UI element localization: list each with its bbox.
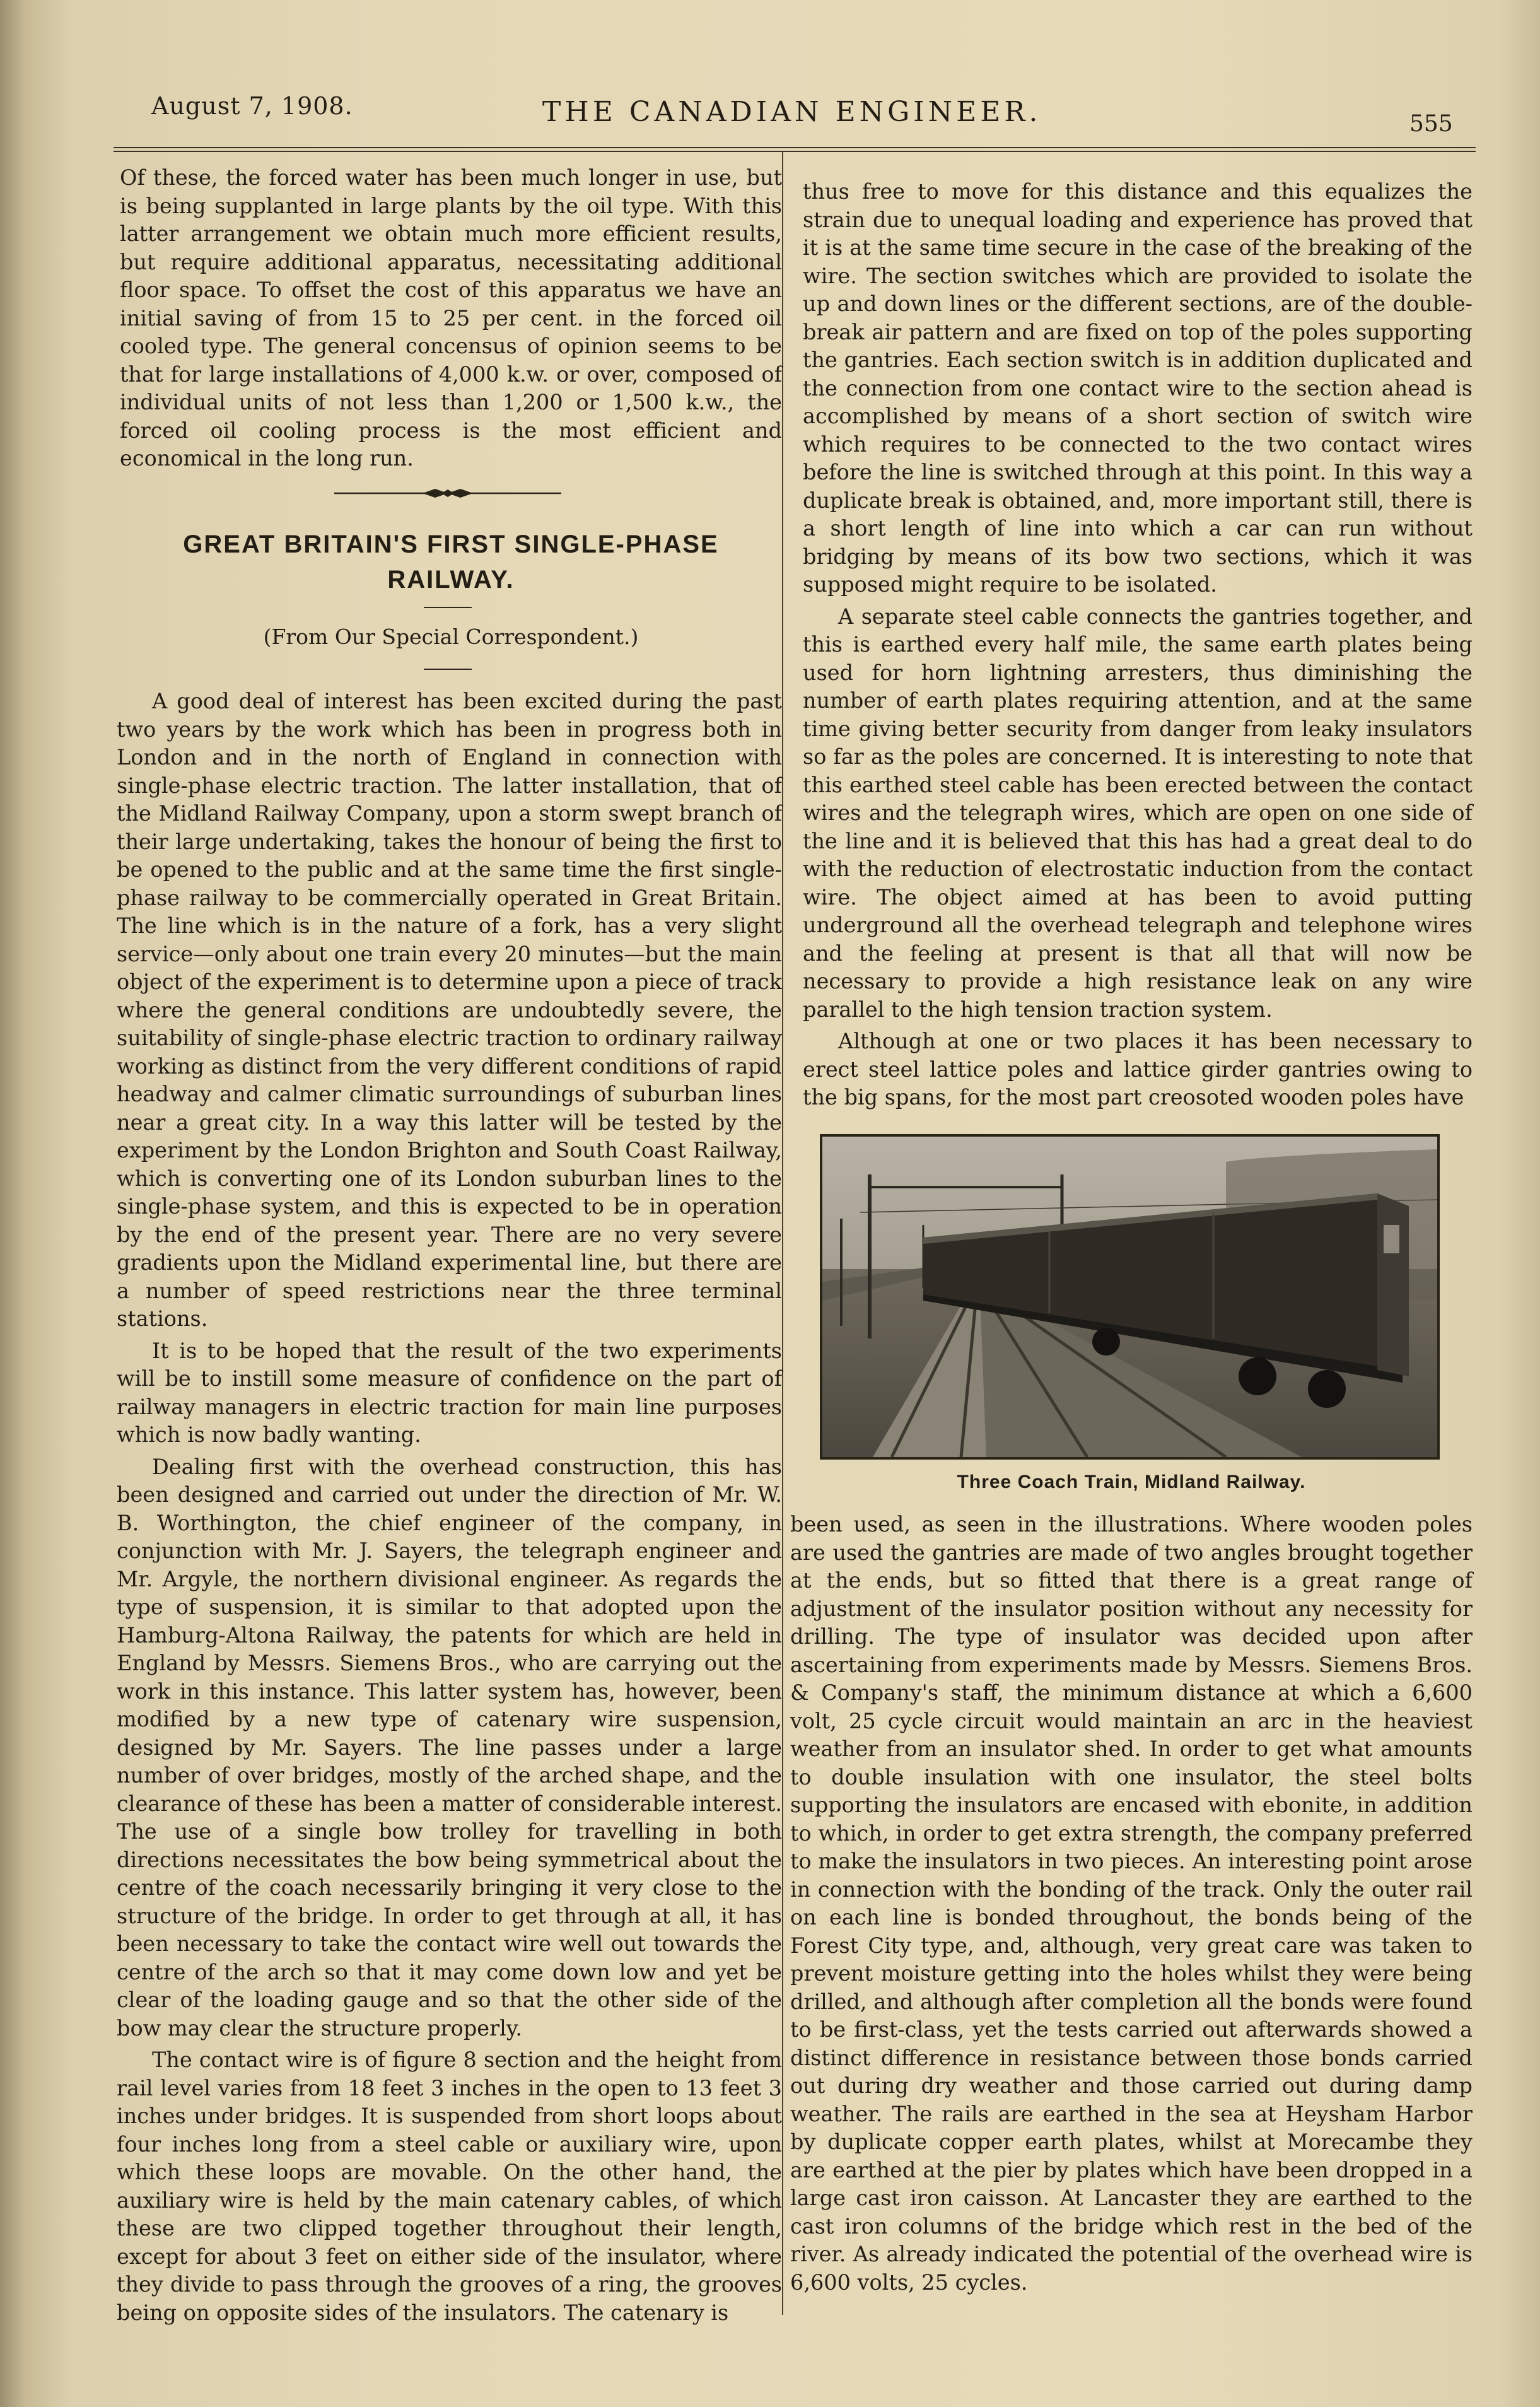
byline-rule (424, 669, 472, 670)
paragraph: thus free to move for this distance and this equalizes the strain due to unequal loading and experience has proved that it is at the same time secure in the case of the breaking of the wire. The section switches which are provided to isolate the up and down lines or the different sections, are of the double-break air pattern and are fixed on top of the poles supporting the gantries. Each section switch is in addition duplicated and the connection from one contact wire to the section ahead is accomplished by means of a short section of switch wire which requires to be connected to the two contact wires before the line is switched through at this point. In this way a duplicate break is obtained, and, more important still, there is a short length of line into which a car can run without bridging by means of its bow two sections, which it was supposed might require to be isolated. (803, 179, 1473, 597)
paragraph: been used, as seen in the illustrations. Where wooden poles are used the gantries are made of two angles brought together at the ends, but so fitted that there is a great range of adjustment of the insulator position without any necessity for drilling. The type of insulator was decided upon after ascertaining from experiments made by Messrs. Siemens Bros. & Company's staff, the minimum distance at which a 6,600 volt, 25 cycle circuit would maintain an arc in the heaviest weather from an insulator shed. In order to get what amounts to double insulation with one insulator, the steel bolts supporting the insulators are encased with ebonite, in addition to which, in order to get extra strength, the company preferred to make the insulators in two pieces. An interesting point arose in connection with the bonding of the track. Only the outer rail on each line is bonded throughout, the bonds being of the Forest City type, and, although, very great care was taken to prevent moisture getting into the holes whilst they were being drilled, and although after completion all the bonds were found to be first-class, yet the tests carried out afterwards showed a distinct difference in resistance between those bonds carried out during dry weather and those carried out during damp weather. The rails are earthed in the sea at Heysham Harbor by duplicate copper earth plates, whilst at Morecambe they are earthed at the pier by plates which have been dropped in a large cast iron caisson. At Lancaster they are earthed to the cast iron columns of the bridge which rest in the bed of the river. As already indicated the potential of the overhead wire is 6,600 volts, 25 cycles. (790, 1512, 1473, 2295)
train-photo-illustration (822, 1137, 1437, 1457)
paragraph: It is to be hoped that the result of the two experiments will be to instill some measure of confidence on the part of railway managers in electric traction for main line purposes which is now badly wanting. (117, 1338, 782, 1447)
page-number: 555 (1409, 111, 1453, 137)
paragraph: Although at one or two places it has been necessary to erect steel lattice poles and lattice girder gantries owing to the big spans, for the most part creosoted wooden poles have (803, 1029, 1473, 1110)
paragraph: Dealing first with the overhead construction, this has been designed and carried out under the direction of Mr. W. B. Worthington, the chief engineer of the company, in conjunction with Mr. J. Sayers, the telegraph engineer and Mr. Argyle, the northern divisional engineer. As regards the type of suspension, it is similar to that adopted upon the Hamburg-Altona Railway, the patents for which are held in England by Messrs. Siemens Bros., who are carrying out the work in this instance. This latter system has, however, been modified by a new type of catenary wire suspension, designed by Mr. Sayers. The line passes under a large number of over bridges, mostly of the arched shape, and the clearance of these has been a matter of considerable interest. The use of a single bow trolley for travelling in both directions necessitates the bow being symmetrical about the centre of the coach necessarily bringing it very close to the structure of the bridge. In order to get through at all, it has been necessary to take the contact wire well out towards the centre of the arch so that it may come down low and yet be clear of the loading gauge and so that the other side of the bow may clear the structure properly. (117, 1454, 782, 2041)
page-header (151, 88, 1476, 139)
ornament-divider (334, 487, 561, 500)
header-rule (114, 147, 1476, 152)
paragraph: The contact wire is of figure 8 section and the height from rail level varies from 18 feet 3 inches in the open to 13 feet 3 inches under bridges. It is suspended from short loops about four inches long from a steel cable or auxiliary wire, upon which these loops are movable. On the other hand, the auxiliary wire is held by the main catenary cables, of which these are two clipped together throughout their length, except for about 3 feet on either side of the insulator, where they divide to pass through the grooves of a ring, the grooves being on opposite sides of the insulators. The catenary is (117, 2047, 782, 2325)
column-divider (782, 151, 783, 2315)
paragraph: Of these, the forced water has been much longer in use, but is being supplanted in large plants by the oil type. With this latter arrangement we obtain much more efficient results, but require additional apparatus, necessitating additional floor space. To offset the cost of this apparatus we have an initial saving of from 15 to 25 per cent. in the forced oil cooled type. The general concensus of opinion seems to be that for large installations of 4,000 k.w. or over, composed of individual units of not less than 1,200 or 1,500 k.w., the forced oil cooling process is the most efficient and economical in the long run. (120, 165, 782, 471)
paragraph: A separate steel cable connects the gantries together, and this is earthed every half mile, the same earth plates being used for horn lightning arresters, thus diminishing the number of earth plates requiring attention, and at the same time giving better security from danger from leaky insulators so far as the poles are concerned. It is interesting to note that this earthed steel cable has been erected between the contact wires and the telegraph wires, which are open on one side of the line and it is believed that this has had a great deal to do with the reduction of electrostatic induction from the contact wire. The object aimed at has been to avoid putting underground all the overhead telegraph and telephone wires and the feeling at present is that all that will now be necessary to provide a high resistance leak on any wire parallel to the high tension traction system. (803, 604, 1473, 1022)
publication-title: THE CANADIAN ENGINEER. (542, 96, 1042, 128)
article-title-line: GREAT BRITAIN'S FIRST SINGLE-PHASE (183, 530, 719, 558)
photo-caption: Three Coach Train, Midland Railway. (957, 1472, 1306, 1492)
paragraph: A good deal of interest has been excited during the past two years by the work which has been in progress both in London and in the north of England in connection with single-phase electric traction. The latter installation, that of the Midland Railway Company, upon a storm swept branch of their large undertaking, takes the honour of being the first to be opened to the public and at the same time the first single-phase railway to be commercially operated in Great Britain. The line which is in the nature of a fork, has a very slight service—only about one train every 20 minutes—but the main object of the experiment is to determine upon a piece of track where the general conditions are undoubtedly severe, the suitability of single-phase electric traction to ordinary railway working as distinct from the very different conditions of rapid headway and calmer climatic surroundings of suburban lines near a great city. In a way this latter will be tested by the experiment by the London Brighton and South Coast Railway, which is converting one of its London suburban lines to the single-phase system, and this is expected to be in operation by the end of the present year. There are no very severe gradients upon the Midland experimental line, but there are a number of speed restrictions near the three terminal stations. (117, 689, 782, 1331)
article-title-line: RAILWAY. (387, 566, 515, 594)
title-rule (424, 607, 472, 608)
previous-article-ending (120, 164, 782, 473)
article-title (120, 527, 782, 597)
article-body-left (117, 688, 782, 2327)
article-body-right-bottom (790, 1511, 1473, 2297)
article-body-right-top (803, 178, 1473, 1112)
train-photograph (820, 1134, 1440, 1460)
issue-date: August 7, 1908. (151, 92, 353, 120)
byline: (From Our Special Correspondent.) (263, 624, 639, 649)
